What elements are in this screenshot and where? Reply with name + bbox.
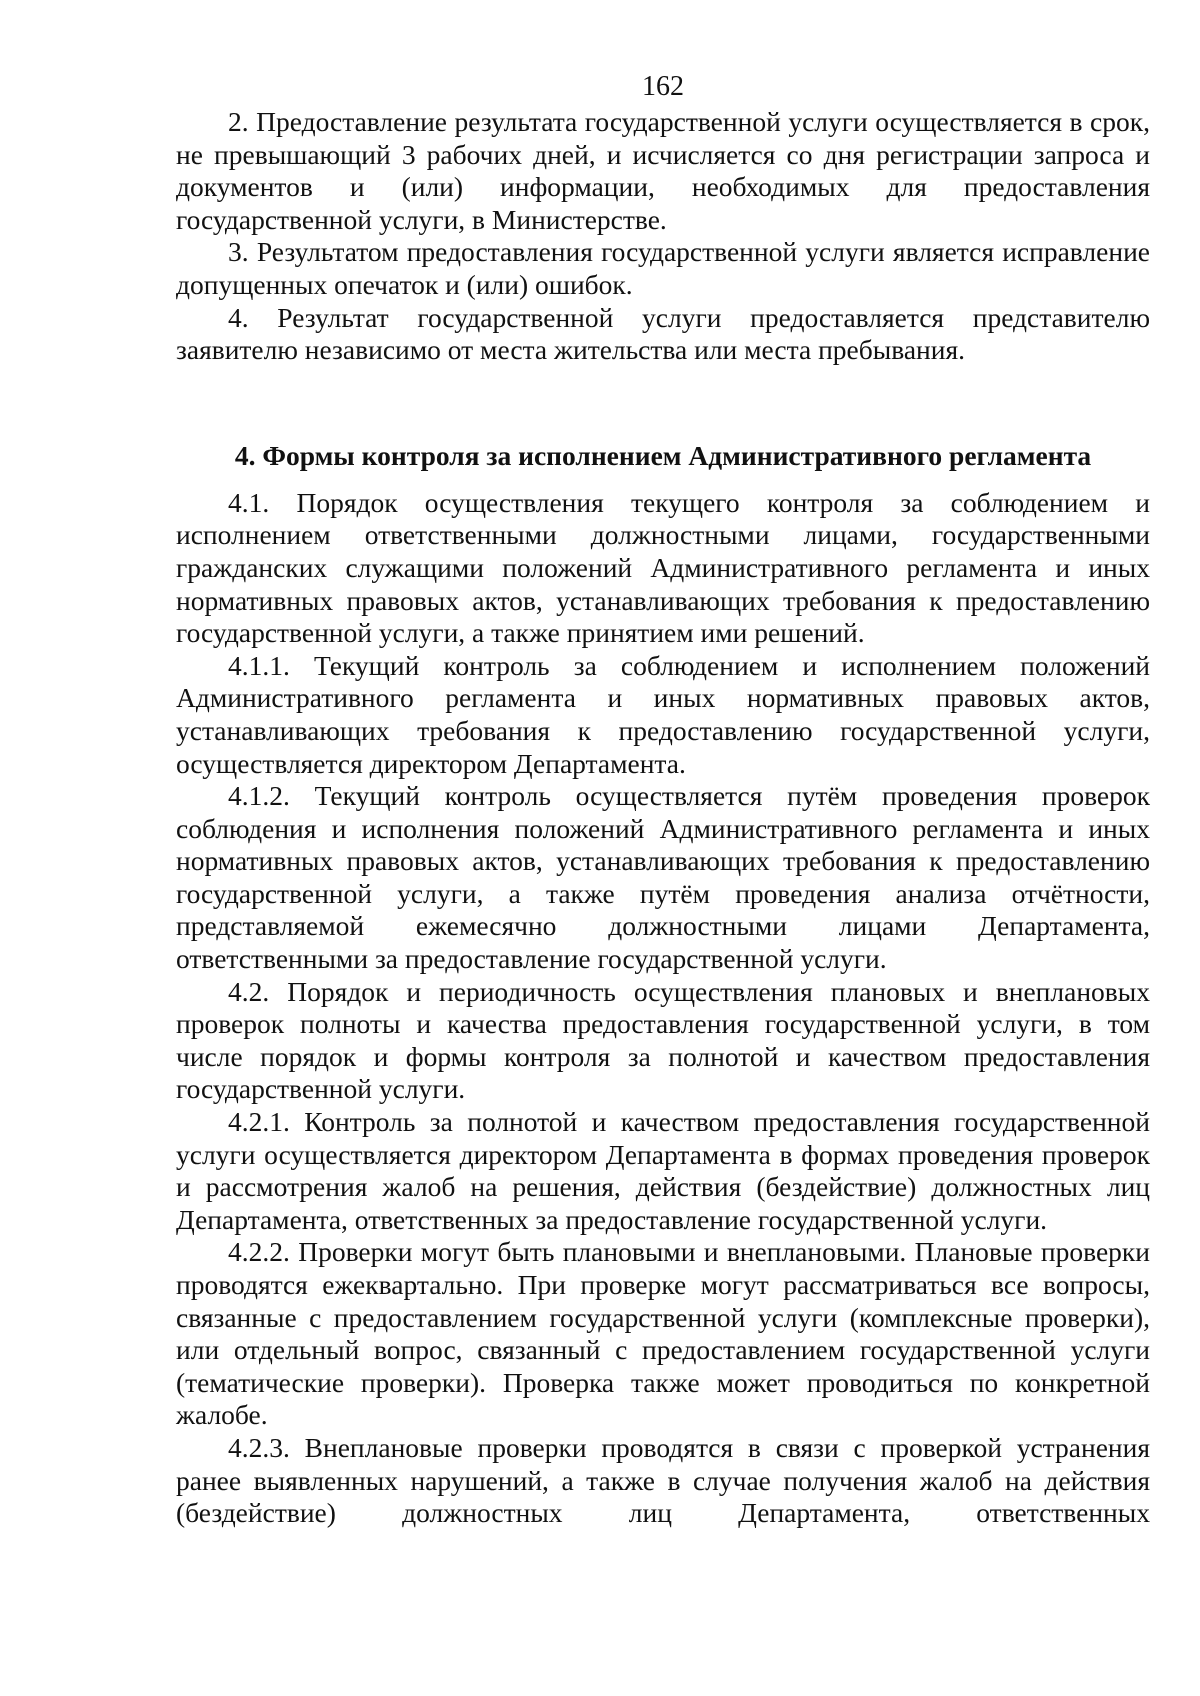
paragraph-4-1-2: 4.1.2. Текущий контроль осуществляется путём проведения проверок соблюдения и исполнения положений Административного регламента и иных нормативных правовых актов, устанавливающих требования к предоставлению государственной услуги, а также путём проведения анализа отчётности, представляемой ежемесячно должностными лицами Департамента, ответственными за предоставление государственной услуги.: [176, 780, 1150, 975]
paragraph-4-1: 4.1. Порядок осуществления текущего контроля за соблюдением и исполнением ответственными должностными лицами, государственными гражданских служащими положений Административного регламента и иных нормативных правовых актов, устанавливающих требования к предоставлению государственной услуги, а также принятием ими решений.: [176, 486, 1150, 649]
paragraph-4-2-3: 4.2.3. Внеплановые проверки проводятся в связи с проверкой устранения ранее выявленных нарушений, а также в случае получения жалоб на действия (бездействие) должностных лиц Департамента, ответственных: [176, 1431, 1150, 1529]
paragraph-2: 2. Предоставление результата государственной услуги осуществляется в срок, не превышающий 3 рабочих дней, и исчисляется со дня регистрации запроса и документов и (или) информации, необходимых для предоставления государственной услуги, в Министерстве.: [176, 106, 1150, 235]
document-page: [176, 70, 1150, 1530]
paragraph-4-2-1: 4.2.1. Контроль за полнотой и качеством предоставления государственной услуги осуществляется директором Департамента в формах проведения проверок и рассмотрения жалоб на решения, действия (бездействие) должностных лиц Департамента, ответственных за предоставление государственной услуги.: [176, 1106, 1150, 1235]
page-number: 162: [642, 71, 684, 102]
section-heading: 4. Формы контроля за исполнением Административного регламента: [234, 439, 1092, 471]
paragraph-4-2-2: 4.2.2. Проверки могут быть плановыми и внеплановыми. Плановые проверки проводятся ежеквартально. При проверке могут рассматриваться все вопросы, связанные с предоставлением государственной услуги (комплексные проверки), или отдельный вопрос, связанный с предоставлением государственной услуги (тематические проверки). Проверка также может проводиться по конкретной жалобе.: [176, 1236, 1150, 1431]
paragraph-4-1-1: 4.1.1. Текущий контроль за соблюдением и исполнением положений Административного регламента и иных нормативных правовых актов, устанавливающих требования к предоставлению государственной услуги, осуществляется директором Департамента.: [176, 649, 1150, 779]
paragraph-3: 3. Результатом предоставления государственной услуги является исправление допущенных опечаток и (или) ошибок.: [176, 236, 1150, 300]
paragraph-4-2: 4.2. Порядок и периодичность осуществления плановых и внеплановых проверок полноты и качества предоставления государственной услуги, в том числе порядок и формы контроля за полнотой и качеством предоставления государственной услуги.: [176, 975, 1150, 1105]
paragraph-4: 4. Результат государственной услуги предоставляется представителю заявителю независимо от места жительства или места пребывания.: [176, 301, 1150, 366]
